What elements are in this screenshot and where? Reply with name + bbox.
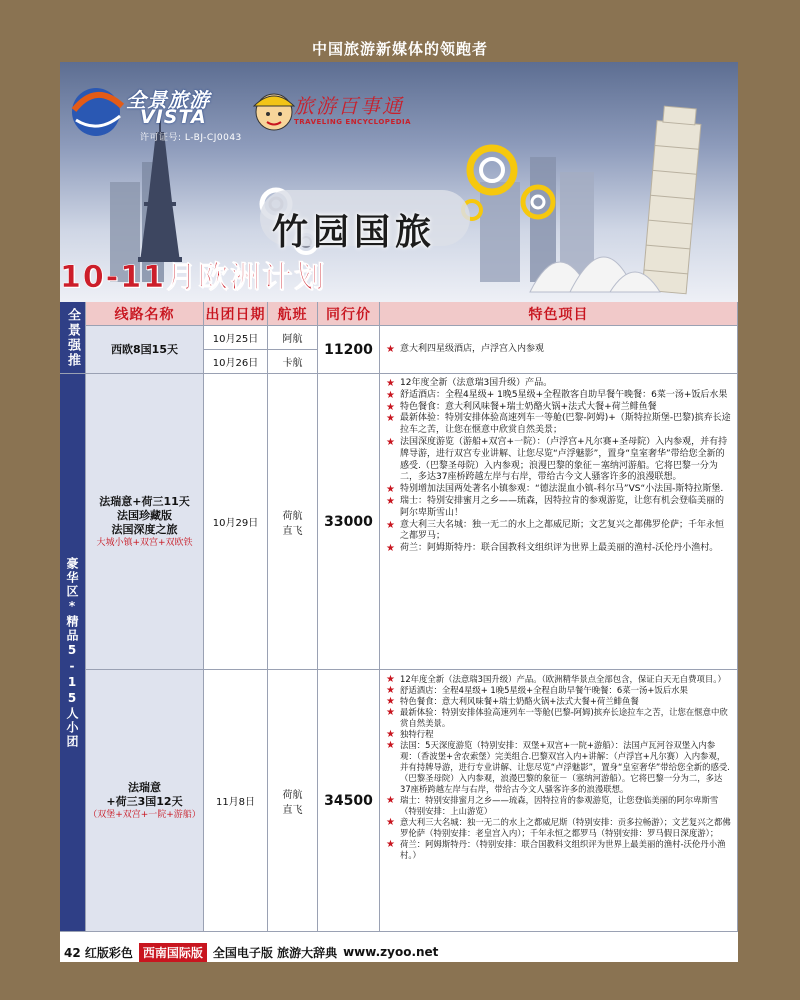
feature-item: ★ 独特行程 bbox=[386, 729, 434, 740]
star-icon: ★ bbox=[386, 696, 395, 707]
feature-item: ★ 最新体验：特别安排体验高速列车一等舱(巴黎-阿姆)+（斯特拉斯堡-巴黎)摈弃长途拉车之苦，让您在惬意中欣赏自然美景； bbox=[386, 413, 731, 436]
sub-title: 10-11月欧洲计划 bbox=[60, 260, 326, 295]
row2-features bbox=[380, 374, 738, 670]
feature-item: ★ 法国深度游览（游船+双宫+一院）：（卢浮宫+凡尔赛+圣母院）入内参观，并有持牌导游，进行双宫专业讲解、让您尽览“卢浮魅影”，置身“皇室奢华”带给您全新的感受.（巴黎圣母院）入内参观；浪漫巴黎的象征－塞纳河游船。它将巴黎一分为二，多达37座桥跨越左岸与右岸，带给古今文人骚客许多的浪漫联想。 bbox=[386, 436, 728, 483]
feature-item: ★ 最新体验：特别安排体验高速列车一等舱(巴黎-阿姆)摈弃长途拉车之苦，让您在惬意中欣赏自然美景。 bbox=[386, 707, 728, 728]
star-icon: ★ bbox=[386, 707, 395, 718]
feature-item: ★ 瑞士：特别安排蜜月之乡——琉森，因特拉肯的参观游览，让您有机会登临美丽的阿尔卑斯雪山！ bbox=[386, 495, 725, 518]
star-icon: ★ bbox=[386, 343, 395, 355]
row1-features bbox=[380, 326, 738, 374]
feature-item: ★ 意大利三大名城：独一无二的水上之都威尼斯；文艺复兴之都佛罗伦萨；千年永恒之都罗马； bbox=[386, 519, 725, 542]
feature-item: ★ 舒适酒店：全程4星级+ 1晚5星级+全程自助早餐午晚餐：6菜一汤+饭后水果 bbox=[386, 685, 688, 696]
feature-item: ★ 12年度全新（法意瑞3国升级）产品。（欧洲精华景点全部包含，保证白天无自费项目。） bbox=[386, 674, 726, 685]
feature-item: ★ 荷兰：阿姆斯特丹：联合国教科文组织评为世界上最美丽的渔村-沃伦丹小渔村。 bbox=[386, 543, 719, 555]
feature-item: ★ 荷兰：阿姆斯特丹：（特别安排：联合国教科文组织评为世界上最美丽的渔村-沃伦丹小渔村。） bbox=[386, 839, 726, 860]
row3-flight: 荷航 直飞 bbox=[268, 670, 318, 932]
feature-item: ★ 舒适酒店：全程4星级+ 1晚5星级+全程散客自助早餐午晚餐：6菜一汤+饭后水果 bbox=[386, 389, 728, 401]
skyline-building bbox=[480, 182, 520, 282]
star-icon: ★ bbox=[386, 519, 395, 531]
row3-date: 11月8日 bbox=[204, 670, 268, 932]
star-icon: ★ bbox=[386, 436, 395, 448]
banner-title: 竹园国旅 bbox=[272, 212, 437, 253]
footer-url[interactable]: www.zyoo.net bbox=[343, 945, 439, 959]
row1-flight2: 卡航 bbox=[268, 350, 318, 374]
row2-date: 10月29日 bbox=[204, 374, 268, 670]
feature-item: ★ 意大利三大名城：独一无二的水上之都威尼斯（特别安排：贡多拉畅游）；文艺复兴之都佛罗伦萨（特别安排：老皇宫入内）；千年永恒之都罗马（特别安排：罗马假日深度游）； bbox=[386, 817, 731, 838]
star-icon: ★ bbox=[386, 839, 395, 850]
vista-en: VISTA bbox=[140, 106, 207, 128]
star-icon: ★ bbox=[386, 378, 395, 389]
traveling-en: TRAVELING ENCYCLOPEDIA bbox=[294, 118, 412, 126]
feature-item: ★ 法国：5天深度游览（特别安排：双堡+双宫+一院+游船）：法国卢瓦河谷双堡入内参观：（香波堡+舍农索堡）完美组合.巴黎双宫入内+讲解：（卢浮宫+凡尔赛）入内参观，并有持牌导游，进行专业讲解、让您尽览“卢浮魅影”，置身“皇室奢华”带给您全新的感受.（巴黎圣母院）入内参观，浪漫巴黎的象征－（塞纳河游船）。它将巴黎一分为二，多达37座桥跨越左岸与右岸，带给古今文人骚客许多的浪漫联想。 bbox=[386, 740, 730, 794]
top-slogan: 中国旅游新媒体的领跑者 bbox=[311, 40, 488, 58]
feature-item: ★ 特色餐食：意大利风味餐+瑞士奶酪火锅+法式大餐+荷兰鲱鱼餐 bbox=[386, 401, 657, 413]
row1-date2: 10月26日 bbox=[204, 350, 268, 374]
page-panel bbox=[60, 62, 738, 942]
itinerary-table bbox=[60, 302, 738, 932]
feature-item: ★ 12年度全新（法意瑞3国升级）产品。 bbox=[386, 378, 553, 389]
header-features: 特色项目 bbox=[380, 302, 738, 326]
footer bbox=[60, 942, 738, 962]
row1-route: 西欧8国15天 bbox=[86, 326, 204, 374]
footer-page: 42 红版彩色 bbox=[64, 945, 133, 960]
header-price: 同行价 bbox=[318, 302, 380, 326]
star-icon: ★ bbox=[386, 674, 395, 685]
vista-logo bbox=[70, 80, 270, 150]
feature-item: ★ 特色餐食：意大利风味餐+瑞士奶酪火锅+法式大餐+荷兰鲱鱼餐 bbox=[386, 696, 639, 707]
star-icon: ★ bbox=[386, 495, 395, 507]
header-flight: 航班 bbox=[268, 302, 318, 326]
traveling-logo bbox=[250, 82, 420, 142]
star-icon: ★ bbox=[386, 740, 395, 751]
star-icon: ★ bbox=[386, 543, 395, 555]
row2-flight: 荷航 直飞 bbox=[268, 374, 318, 670]
feature-item: ★ 特别增加法国两处著名小镇参观：“德法混血小镇-科尔马”VS“小法国-斯特拉斯堡. bbox=[386, 484, 724, 496]
row2-route: 法瑞意+荷三11天 法国珍藏版 法国深度之旅 大城小镇+双宫+双欧铁 bbox=[86, 374, 204, 670]
footer-edition: 全国电子版 旅游大辞典 bbox=[212, 945, 338, 960]
traveling-cn: 旅游百事通 bbox=[294, 94, 404, 118]
header-route: 线路名称 bbox=[86, 302, 204, 326]
star-icon: ★ bbox=[386, 817, 395, 828]
row1-flight1: 阿航 bbox=[268, 326, 318, 350]
star-icon: ★ bbox=[386, 795, 395, 806]
pisa-tower-icon bbox=[642, 106, 702, 294]
star-icon: ★ bbox=[386, 401, 395, 413]
row3-price: 34500 bbox=[318, 670, 380, 932]
sidebar-group2: 豪华区*精品5-15人小团 bbox=[60, 374, 86, 932]
row1-date1: 10月25日 bbox=[204, 326, 268, 350]
banner bbox=[60, 62, 738, 302]
header-date: 出团日期 bbox=[204, 302, 268, 326]
row2-price: 33000 bbox=[318, 374, 380, 670]
feature-item: ★ 意大利四星级酒店，卢浮宫入内参观 bbox=[386, 343, 545, 355]
vista-cn: 全景旅游 bbox=[126, 88, 210, 112]
star-icon: ★ bbox=[386, 413, 395, 425]
star-icon: ★ bbox=[386, 729, 395, 740]
row1-price: 11200 bbox=[318, 326, 380, 374]
row3-features bbox=[380, 670, 738, 932]
star-icon: ★ bbox=[386, 389, 395, 401]
feature-item: ★ 瑞士：特别安排蜜月之乡——琉森，因特拉肯的参观游览，让您登临美丽的阿尔卑斯雪（特别安排：上山游览） bbox=[386, 795, 719, 816]
star-icon: ★ bbox=[386, 685, 395, 696]
skyline-building bbox=[530, 157, 556, 282]
row3-route: 法瑞意 +荷三3国12天 （双堡+双宫+一院+游船） bbox=[86, 670, 204, 932]
footer-brand: 西南国际版 bbox=[139, 943, 207, 962]
license-number: 许可证号: L-BJ-CJ0043 bbox=[140, 133, 242, 143]
star-icon: ★ bbox=[386, 484, 395, 496]
sidebar-group1: 全景强推 bbox=[60, 302, 86, 374]
